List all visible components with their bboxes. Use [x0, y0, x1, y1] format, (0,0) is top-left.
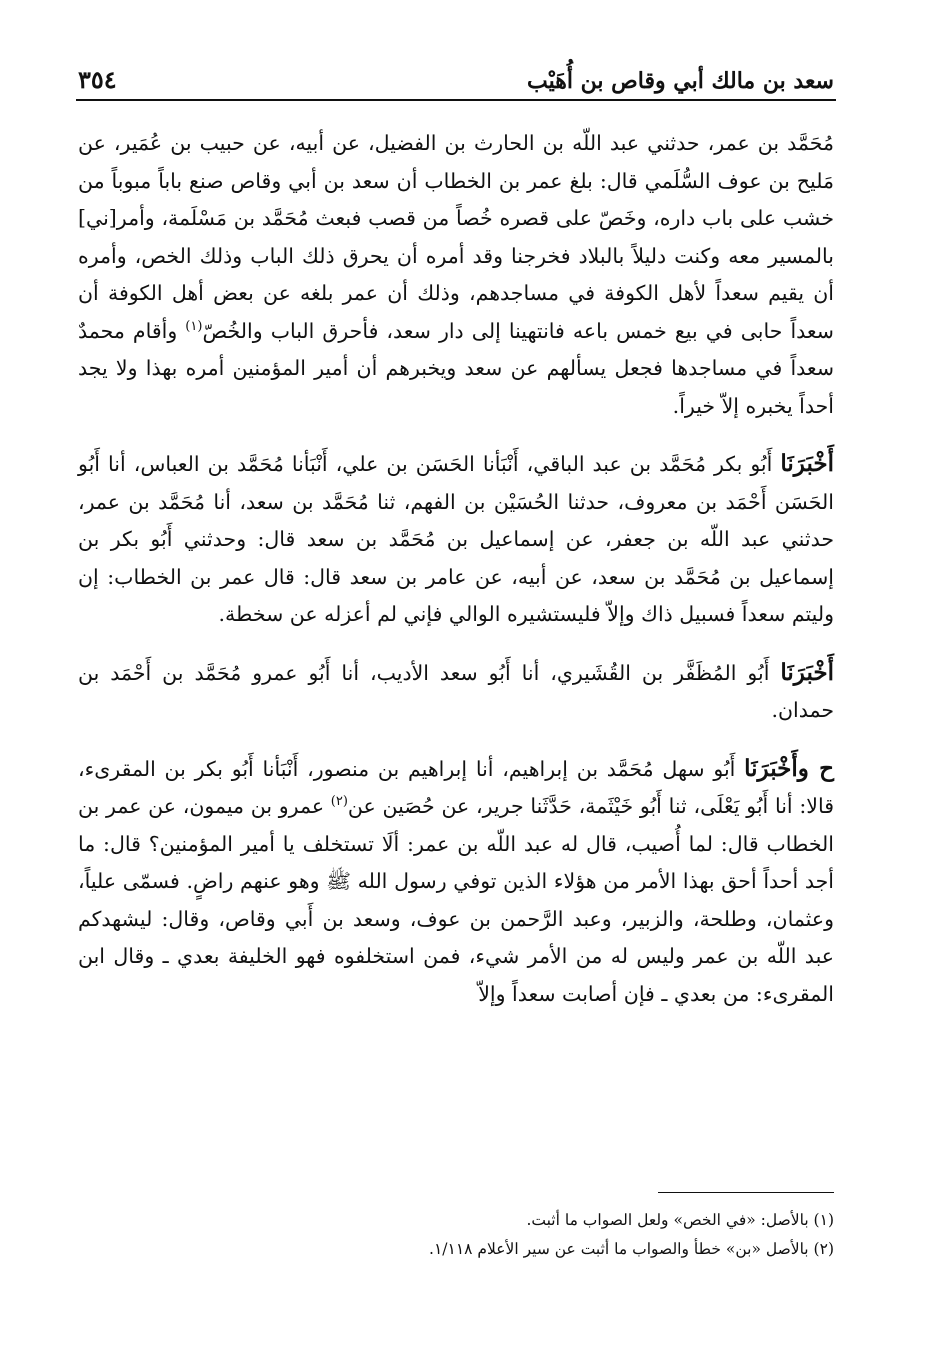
isnad-lead-word: أَخْبَرَنَا: [780, 658, 834, 686]
footnote-1: (١) بالأصل: «في الخص» ولعل الصواب ما أثبت.: [526, 1211, 834, 1229]
paragraph-text-continued: عمرو بن ميمون، عن عمر بن الخطاب قال: لما أُصيب، قال له عبد اللّه بن عمر: ألَا تستخلف يا أمير المؤمنين؟ قال: ما أجد أحداً أحق بهذا الأمر من هؤلاء الذين توفي رسول الله ﷺ وهو عنهم راضٍ. فسمّى علياً، وعثمان، وطلحة، والزبير، وعبد الرَّحمن بن عوف، وسعد بن أَبي وقاص، وقال: ليشهدكم عبد اللّه بن عمر وليس له من الأمر شيء، فمن استخلفوه فهو الخليفة بعدي ـ وقال ابن المقرىء: من بعدي ـ فإن أصابت سعداً وإلاّ: [78, 794, 834, 1006]
footnote-rule: [658, 1192, 834, 1193]
paragraph-4: [78, 750, 834, 1014]
footnote-ref-1: (١): [185, 318, 203, 334]
paragraph-3: [78, 654, 834, 730]
isnad-lead-word: ح وأَخْبَرَنَا: [744, 754, 834, 782]
footnotes: [200, 1206, 834, 1264]
header-rule: [76, 99, 836, 101]
isnad-lead-word: أَخْبَرَنَا: [780, 450, 834, 477]
paragraph-text-continued: وأقام محمدٌ سعداً في مساجدها فجعل يسألهم عن سعد ويخبرهم أن أمير المؤمنين أمره بهذا ولا يجد أحداً يخبره إلاّ خيراً.: [78, 318, 834, 418]
paragraph-text: أَبُو المُظَفَّر بن القُشَيري، أنا أَبُو سعد الأديب، أنا أَبُو عمرو مُحَمَّد بن أَحْمَد بن حمدان.: [78, 660, 834, 722]
running-title: سعد بن مالك أبي وقاص بن أُهَيْب: [527, 68, 834, 94]
page-number: ٣٥٤: [78, 65, 117, 94]
main-text: [78, 125, 834, 1013]
paragraph-2: [78, 445, 834, 634]
footnote-ref-2: (٢): [330, 794, 348, 810]
paragraph-text: مُحَمَّد بن عمر، حدثني عبد اللّه بن الحارث بن الفضيل، عن أبيه، عن حبيب بن عُمَير، عن مَليح بن عوف السُّلَمي قال: بلغ عمر بن الخطاب أن سعد بن أبي وقاص صنع باباً مبوباً من خشب على باب داره، وخَصّ على قصره خُصاً من قصب فبعث مُحَمَّد بن مَسْلَمة، وأمر[ني] بالمسير معه وكنت دليلاً بالبلاد فخرجنا وقد أمره أن يحرق ذلك الباب وذلك الخص، وأمره أن يقيم سعداً لأهل الكوفة في مساجدهم، وذلك أن عمر بلغه عن بعض أهل الكوفة أن سعداً حابى في بيع خمس باعه فانتهينا إلى دار سعد، فأحرق الباب والخُصّ: [78, 131, 834, 343]
footnote-2: (٢) بالأصل «بن» خطأ والصواب ما أثبت عن سير الأعلام ١/١١٨.: [429, 1240, 834, 1258]
running-header: [78, 56, 834, 94]
paragraph-1: [78, 125, 834, 425]
paragraph-text: أَبُو سهل مُحَمَّد بن إبراهيم، أنا إبراهيم بن منصور، أَنْبَأنا أَبُو بكر بن المقرىء، قالا: أنا أَبُو يَعْلَى، ثنا أَبُو خَيْثَمة، حَدَّثَنا جرير، عن حُصَين عن: [78, 756, 834, 818]
paragraph-text: أَبُو بكر مُحَمَّد بن عبد الباقي، أَنْبَأنا الحَسَن بن علي، أَنْبَأنا مُحَمَّد بن العباس، أنا أَبُو الحَسَن أَحْمَد بن معروف، حدثنا الحُسَيْن بن الفهم، ثنا مُحَمَّد بن سعد، أنا مُحَمَّد بن عمر، حدثني عبد اللّه بن جعفر، عن إسماعيل بن مُحَمَّد بن سعد قال: وحدثني أَبُو بكر بن إسماعيل بن مُحَمَّد بن سعد، عن أبيه، عن عامر بن سعد قال: قال عمر بن الخطاب: إن وليتم سعداً فسبيل ذاك وإلاّ فليستشيره الوالي فإني لم أعزله عن سخطة.: [78, 452, 834, 626]
